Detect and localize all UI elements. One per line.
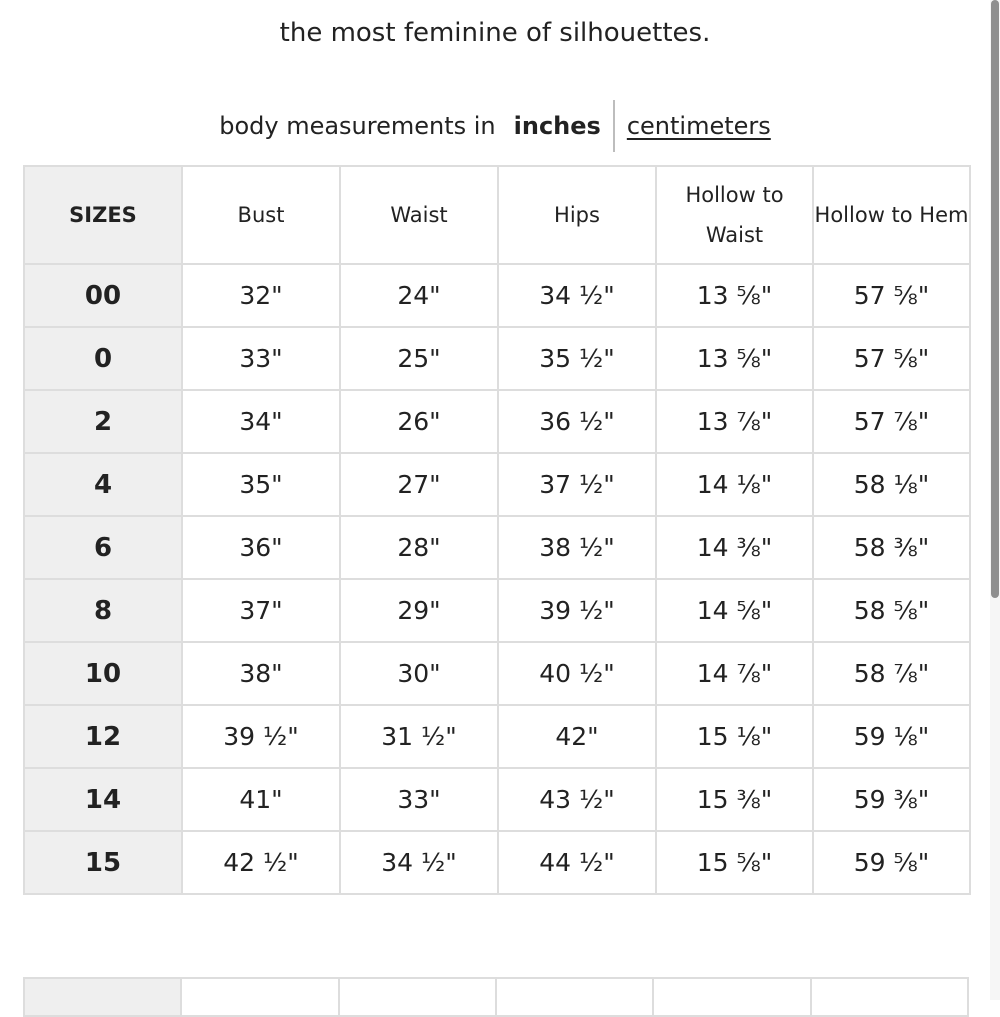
- waist-cell: 26": [340, 390, 498, 453]
- waist-cell: 29": [340, 579, 498, 642]
- hollow-to-hem-cell: 58 ⅜": [813, 516, 970, 579]
- hips-cell: 42": [498, 705, 656, 768]
- hollow-to-hem-cell: 59 ⅛": [813, 705, 970, 768]
- intro-text: the most feminine of silhouettes.: [279, 18, 711, 48]
- hips-cell: 37 ½": [498, 453, 656, 516]
- bust-cell: 33": [182, 327, 340, 390]
- hollow-to-waist-cell: 14 ⅝": [656, 579, 813, 642]
- hips-cell: 38 ½": [498, 516, 656, 579]
- hollow-to-waist-cell: 13 ⅞": [656, 390, 813, 453]
- table-row: [24, 327, 970, 390]
- table-row: [24, 264, 970, 327]
- hollow-to-waist-cell: 13 ⅝": [656, 327, 813, 390]
- bust-cell: 39 ½": [182, 705, 340, 768]
- table-row: [24, 831, 970, 894]
- table-cell: [812, 979, 967, 1015]
- hollow-to-waist-cell: 13 ⅝": [656, 264, 813, 327]
- hollow-to-waist-cell: 15 ⅜": [656, 768, 813, 831]
- hollow-to-hem-cell: 57 ⅝": [813, 327, 970, 390]
- column-header-waist: Waist: [340, 166, 498, 264]
- waist-cell: 30": [340, 642, 498, 705]
- bust-cell: 34": [182, 390, 340, 453]
- table-header-row: [24, 166, 970, 264]
- table-row: [24, 453, 970, 516]
- table-row: [24, 579, 970, 642]
- column-header-hollow-to-waist: Hollow to Waist: [656, 166, 813, 264]
- bust-cell: 38": [182, 642, 340, 705]
- table-row: [24, 705, 970, 768]
- unit-label: body measurements in: [219, 112, 496, 140]
- hips-cell: 40 ½": [498, 642, 656, 705]
- waist-cell: 34 ½": [340, 831, 498, 894]
- hips-cell: 43 ½": [498, 768, 656, 831]
- waist-cell: 24": [340, 264, 498, 327]
- size-cell: 12: [24, 705, 182, 768]
- bust-cell: 41": [182, 768, 340, 831]
- hollow-to-hem-cell: 58 ⅞": [813, 642, 970, 705]
- table-row: [24, 642, 970, 705]
- size-cell: 15: [24, 831, 182, 894]
- size-chart-table: [23, 165, 971, 895]
- size-cell: 8: [24, 579, 182, 642]
- bust-cell: 37": [182, 579, 340, 642]
- size-cell: 14: [24, 768, 182, 831]
- unit-inches-option[interactable]: inches: [513, 112, 601, 140]
- hollow-to-waist-cell: 14 ⅜": [656, 516, 813, 579]
- waist-cell: 27": [340, 453, 498, 516]
- hips-cell: 35 ½": [498, 327, 656, 390]
- size-cell: 6: [24, 516, 182, 579]
- table-cell: [340, 979, 497, 1015]
- hollow-to-hem-cell: 59 ⅜": [813, 768, 970, 831]
- hips-cell: 36 ½": [498, 390, 656, 453]
- hollow-to-hem-cell: 58 ⅛": [813, 453, 970, 516]
- column-header-hips: Hips: [498, 166, 656, 264]
- hollow-to-waist-cell: 15 ⅛": [656, 705, 813, 768]
- hollow-to-hem-cell: 59 ⅝": [813, 831, 970, 894]
- unit-divider: [613, 100, 615, 152]
- size-cell: 2: [24, 390, 182, 453]
- table-cell: [182, 979, 339, 1015]
- hollow-to-hem-cell: 57 ⅞": [813, 390, 970, 453]
- table-row: [24, 390, 970, 453]
- table-row: [24, 516, 970, 579]
- waist-cell: 31 ½": [340, 705, 498, 768]
- hollow-to-waist-cell: 15 ⅝": [656, 831, 813, 894]
- hollow-to-hem-cell: 58 ⅝": [813, 579, 970, 642]
- size-cell: 10: [24, 642, 182, 705]
- waist-cell: 28": [340, 516, 498, 579]
- table-cell: [497, 979, 654, 1015]
- waist-cell: 33": [340, 768, 498, 831]
- column-header-bust: Bust: [182, 166, 340, 264]
- hips-cell: 44 ½": [498, 831, 656, 894]
- table-row: [24, 768, 970, 831]
- table-cell: [654, 979, 811, 1015]
- column-header-hollow-to-hem: Hollow to Hem: [813, 166, 970, 264]
- column-header-sizes: SIZES: [24, 166, 182, 264]
- size-cell: 00: [24, 264, 182, 327]
- hips-cell: 39 ½": [498, 579, 656, 642]
- unit-toggle: [0, 100, 990, 152]
- unit-centimeters-link[interactable]: centimeters: [626, 112, 771, 140]
- waist-cell: 25": [340, 327, 498, 390]
- hollow-to-hem-cell: 57 ⅝": [813, 264, 970, 327]
- bust-cell: 36": [182, 516, 340, 579]
- size-cell: 4: [24, 453, 182, 516]
- bust-cell: 35": [182, 453, 340, 516]
- hollow-to-waist-cell: 14 ⅞": [656, 642, 813, 705]
- bust-cell: 42 ½": [182, 831, 340, 894]
- hollow-to-waist-cell: 14 ⅛": [656, 453, 813, 516]
- second-size-table-partial: [23, 977, 969, 1017]
- hips-cell: 34 ½": [498, 264, 656, 327]
- bust-cell: 32": [182, 264, 340, 327]
- table-cell: [25, 979, 182, 1015]
- scrollbar-thumb[interactable]: [991, 0, 999, 598]
- size-cell: 0: [24, 327, 182, 390]
